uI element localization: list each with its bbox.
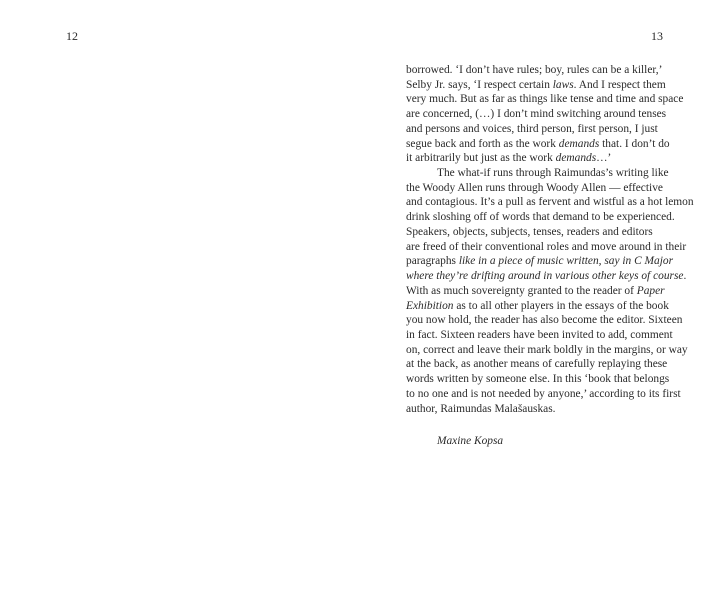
- paragraph: [406, 166, 706, 416]
- body-text: [406, 63, 706, 416]
- text-line: [406, 225, 706, 240]
- text-line: [406, 78, 706, 93]
- text-run: With as much sovereignty granted to the reader of: [406, 284, 637, 297]
- text-line: [406, 254, 706, 269]
- text-line: [406, 92, 706, 107]
- text-run: you now hold, the reader has also become the editor. Sixteen: [406, 314, 683, 327]
- text-run: Selby Jr. says, ‘I respect certain: [406, 78, 553, 91]
- italic-text: demands: [558, 137, 600, 150]
- text-run: in fact. Sixteen readers have been invited to add, comment: [406, 328, 673, 341]
- text-line: [406, 313, 706, 328]
- text-line: [406, 269, 706, 284]
- text-run: are concerned, (…) I don’t mind switching around tenses: [406, 108, 667, 121]
- text-run: . And I respect them: [573, 78, 666, 91]
- text-run: very much. But as far as things like tense and time and space: [406, 93, 684, 106]
- page-number-left: 12: [66, 29, 78, 43]
- text-run: the Woody Allen runs through Woody Allen — effective: [406, 181, 663, 194]
- text-run: as to all other players in the essays of the book: [453, 299, 669, 312]
- text-line: [406, 387, 706, 402]
- text-line: [406, 166, 706, 181]
- text-run: and contagious. It’s a pull as fervent and wistful as a hot lemon: [406, 196, 694, 209]
- page-number-right: 13: [651, 29, 663, 43]
- italic-text: where they’re drifting around in various other keys of course: [406, 270, 684, 283]
- text-run: on, correct and leave their mark boldly in the margins, or way: [406, 343, 688, 356]
- text-run: borrowed. ‘I don’t have rules; boy, rules can be a killer,’: [406, 64, 663, 76]
- italic-text: like in a piece of music written, say in C Major: [458, 255, 674, 268]
- text-run: at the back, as another means of carefully replaying these: [406, 358, 668, 371]
- text-run: author, Raimundas Malašauskas.: [406, 402, 556, 415]
- text-run: …’: [596, 152, 612, 165]
- text-run: words written by someone else. In this ‘book that belongs: [406, 373, 670, 386]
- text-line: [406, 357, 706, 372]
- italic-text: laws: [552, 78, 574, 91]
- text-line: [406, 343, 706, 358]
- text-run: paragraphs: [406, 255, 459, 268]
- text-line: [406, 137, 706, 152]
- text-run: to no one and is not needed by anyone,’ according to its first: [406, 387, 681, 400]
- text-line: [406, 122, 706, 137]
- text-run: are freed of their conventional roles and move around in their: [406, 240, 687, 253]
- text-line: [406, 63, 706, 78]
- text-line: [406, 181, 706, 196]
- text-line: [406, 328, 706, 343]
- text-line: [406, 284, 706, 299]
- italic-text: Paper: [636, 284, 665, 297]
- text-line: [406, 240, 706, 255]
- text-run: and persons and voices, third person, first person, I just: [406, 122, 658, 135]
- italic-text: Exhibition: [406, 299, 454, 312]
- text-run: Speakers, objects, subjects, tenses, readers and editors: [406, 225, 653, 238]
- italic-text: demands: [555, 152, 597, 165]
- text-line: [406, 299, 706, 314]
- text-run: drink sloshing off of words that demand to be experienced.: [406, 211, 675, 224]
- text-line: [406, 151, 706, 166]
- author-signature: Maxine Kopsa: [437, 435, 504, 447]
- text-run: segue back and forth as the work: [406, 137, 559, 150]
- text-run: it arbitrarily but just as the work: [406, 152, 556, 165]
- text-line: [406, 107, 706, 122]
- text-line: [406, 195, 706, 210]
- text-run: The what-if runs through Raimundas’s writing like: [437, 167, 669, 180]
- text-line: [406, 402, 706, 417]
- text-run: that. I don’t do: [599, 137, 670, 150]
- text-line: [406, 372, 706, 387]
- text-line: [406, 210, 706, 225]
- paragraph: [406, 63, 706, 166]
- text-run: .: [683, 270, 687, 283]
